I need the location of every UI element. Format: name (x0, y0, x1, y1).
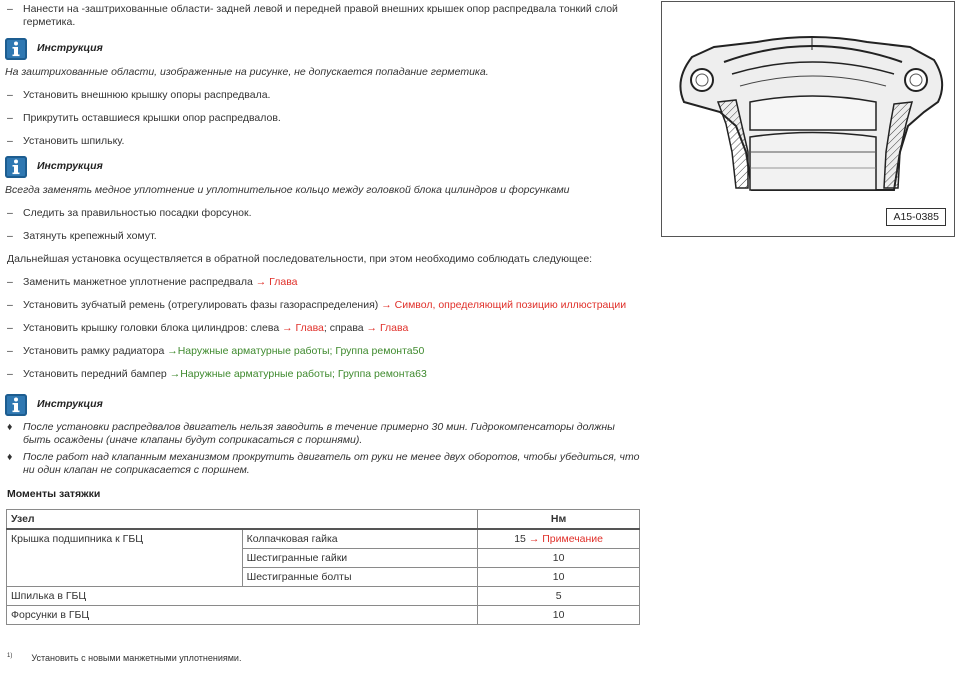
bearing-cap-illustration (661, 1, 955, 237)
col-header-nm: Нм (478, 510, 640, 530)
link-chapter-right[interactable]: → Глава (366, 322, 409, 334)
table-row (7, 587, 640, 606)
info-icon (5, 38, 27, 60)
req-install-bumper: – Установить передний бампер →Наружные арматурные работы; Группа ремонта63 (7, 368, 427, 380)
cell-unit: Шпилька в ГБЦ (7, 587, 478, 606)
info-icon (5, 394, 27, 416)
req-replace-seal: – Заменить манжетное уплотнение распредвала → Глава (7, 276, 298, 288)
torque-table (6, 509, 640, 625)
step-check-injectors: – Следить за правильностью посадки форсунок. (7, 207, 252, 219)
cell-value: 10 (478, 568, 640, 587)
cell-value: 10 (478, 606, 640, 625)
step-tighten-clamp: – Затянуть крепежный хомут. (7, 230, 157, 242)
bullet-diamond-icon: ♦ (7, 451, 13, 463)
instruction-title: Инструкция (37, 42, 103, 54)
footnote (7, 653, 241, 663)
instruction-text-1: На заштрихованные области, изображенные на рисунке, не допускается попадание герметика. (5, 66, 489, 78)
footnote-mark: 1) (7, 653, 13, 659)
link-chapter-left[interactable]: → Глава (282, 322, 324, 334)
instruction-title: Инструкция (37, 160, 103, 172)
req-install-radiator-frame: – Установить рамку радиатора →Наружные арматурные работы; Группа ремонта50 (7, 345, 425, 357)
instruction-title: Инструкция (37, 398, 103, 410)
link-exterior-63[interactable]: →Наружные арматурные работы; Группа ремонта63 (169, 368, 427, 380)
table-header-row (7, 510, 640, 530)
cell-value: 5 (478, 587, 640, 606)
req-install-head-cover: – Установить крышку головки блока цилиндров: слева → Глава; справа → Глава (7, 322, 409, 334)
req-install-belt: – Установить зубчатый ремень (отрегулировать фазы газораспределения) → Символ, определяющий позицию иллюстрации (7, 299, 627, 311)
cell-subunit: Колпачковая гайка (242, 529, 478, 549)
figure-label: A15-0385 (886, 208, 946, 226)
bearing-cap-drawing (662, 2, 954, 236)
instruction-text-2: Всегда заменять медное уплотнение и уплотнительное кольцо между головкой блока цилиндров и форсунками (5, 184, 570, 196)
info-icon (5, 156, 27, 178)
step-apply-sealant: – Нанести на -заштрихованные области- задней левой и передней правой внешних крышек опор распредвала тонкий слой (7, 3, 618, 15)
table-row (7, 529, 640, 549)
step-install-cover: – Установить внешнюю крышку опоры распредвала. (7, 89, 271, 101)
step-screw-covers: – Прикрутить оставшиеся крышки опор распредвалов. (7, 112, 281, 124)
cell-subunit: Шестигранные гайки (242, 549, 478, 568)
table-row (7, 606, 640, 625)
dash-marker: – (7, 3, 13, 15)
col-header-unit: Узел (7, 510, 478, 530)
further-install-text: Дальнейшая установка осуществляется в обратной последовательности, при этом необходимо соблюдать следующее: (7, 253, 593, 265)
cell-unit: Форсунки в ГБЦ (7, 606, 478, 625)
cell-value: 15 → Примечание (478, 529, 640, 549)
step-install-stud: – Установить шпильку. (7, 135, 125, 147)
step-apply-sealant-cont: герметика. (23, 16, 76, 28)
footnote-text: Установить с новыми манжетными уплотнениями. (31, 653, 242, 663)
cell-unit: Крышка подшипника к ГБЦ (7, 529, 243, 587)
bullet-diamond-icon: ♦ (7, 421, 13, 433)
link-illustration-symbol[interactable]: → Символ, определяющий позицию иллюстрации (381, 299, 627, 311)
link-chapter[interactable]: → Глава (255, 276, 298, 288)
link-note[interactable]: → Примечание (528, 533, 604, 545)
link-exterior-50[interactable]: →Наружные арматурные работы; Группа ремонта50 (167, 345, 425, 357)
torque-section-title: Моменты затяжки (7, 488, 101, 500)
cell-value: 10 (478, 549, 640, 568)
cell-subunit: Шестигранные болты (242, 568, 478, 587)
